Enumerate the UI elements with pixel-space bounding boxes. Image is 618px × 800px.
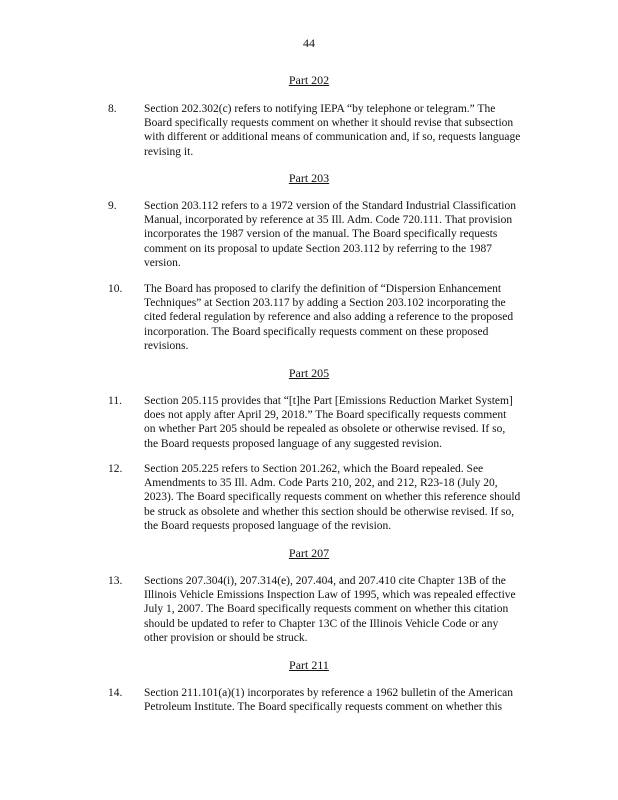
paragraph-line: Sections 207.304(i), 207.314(e), 207.404, and 207.410 cite Chapter 13B of the	[144, 575, 506, 587]
paragraph-line: Section 205.115 provides that “[t]he Part [Emissions Reduction Market System]	[144, 395, 513, 407]
item-paragraph	[144, 282, 544, 353]
item-paragraph	[144, 462, 544, 533]
paragraph-line: the Board requests proposed language of the revision.	[144, 519, 392, 532]
paragraph-line: cited federal regulation by reference and also adding a reference to the proposed	[144, 311, 514, 324]
paragraph-line: does not apply after April 29, 2018.” The Board specifically requests comment	[144, 409, 507, 422]
item-number: 13.	[108, 575, 123, 587]
paragraph-line: version.	[144, 256, 181, 269]
paragraph-line: Section 205.225 refers to Section 201.262, which the Board repealed. See	[144, 463, 484, 475]
section-heading-part-205: Part 205	[288, 366, 330, 380]
paragraph-line: Section 211.101(a)(1) incorporates by reference a 1962 bulletin of the American	[144, 687, 514, 699]
paragraph-line: incorporates the 1987 version of the manual. The Board specifically requests	[144, 228, 498, 241]
paragraph-line: on whether Part 205 should be repealed as obsolete or otherwise revised. If so,	[144, 423, 506, 436]
paragraph-line: be struck as obsolete and whether this section should be otherwise revised. If so,	[144, 505, 515, 518]
paragraph-line: Techniques” at Section 203.117 by adding a Section 203.102 incorporating the	[144, 297, 506, 310]
section-heading-part-207: Part 207	[288, 546, 330, 560]
page-number: 44	[303, 36, 315, 50]
paragraph-line: Board specifically requests comment on whether it should revise that subsection	[144, 117, 514, 130]
paragraph-line: incorporation. The Board specifically requests comment on these proposed	[144, 325, 489, 338]
item-paragraph	[144, 686, 544, 714]
item-paragraph	[144, 574, 544, 645]
paragraph-line: Illinois Vehicle Emissions Inspection Law of 1995, which was repealed effective	[144, 589, 516, 602]
item-number: 10.	[108, 283, 123, 295]
paragraph-line: Petroleum Institute. The Board specifically requests comment on whether this	[144, 701, 503, 714]
paragraph-line: July 1, 2007. The Board specifically requests comment on whether this citation	[144, 603, 509, 616]
paragraph-line: 2023). The Board specifically requests comment on whether this reference should	[144, 491, 521, 504]
item-paragraph	[144, 199, 544, 270]
section-heading-part-203: Part 203	[288, 171, 330, 185]
paragraph-line: comment on its proposal to update Section 203.112 by referring to the 1987	[144, 242, 493, 255]
paragraph-line: with different or additional means of communication and, if so, requests language	[144, 131, 521, 144]
paragraph-line: other provision or should be struck.	[144, 631, 308, 644]
item-number: 11.	[108, 395, 122, 407]
paragraph-line: revisions.	[144, 339, 189, 352]
item-paragraph	[144, 394, 544, 451]
paragraph-line: Manual, incorporated by reference at 35 Ill. Adm. Code 720.111. That provision	[144, 214, 513, 227]
item-number: 12.	[108, 463, 123, 475]
paragraph-line: Section 203.112 refers to a 1972 version of the Standard Industrial Classification	[144, 200, 516, 212]
paragraph-line: revising it.	[144, 145, 194, 158]
paragraph-line: Amendments to 35 Ill. Adm. Code Parts 210, 202, and 212, R23-18 (July 20,	[144, 477, 498, 490]
paragraph-line: should be updated to refer to Chapter 13C of the Illinois Vehicle Code or any	[144, 617, 499, 630]
item-paragraph	[144, 102, 544, 159]
paragraph-line: Section 202.302(c) refers to notifying IEPA “by telephone or telegram.” The	[144, 103, 496, 115]
item-number: 8.	[108, 103, 117, 115]
section-heading-part-202: Part 202	[288, 73, 330, 87]
paragraph-line: the Board requests proposed language of any suggested revision.	[144, 437, 442, 450]
paragraph-line: The Board has proposed to clarify the definition of “Dispersion Enhancement	[144, 283, 502, 295]
section-heading-part-211: Part 211	[289, 658, 329, 672]
item-number: 9.	[108, 200, 117, 212]
item-number: 14.	[108, 687, 123, 699]
